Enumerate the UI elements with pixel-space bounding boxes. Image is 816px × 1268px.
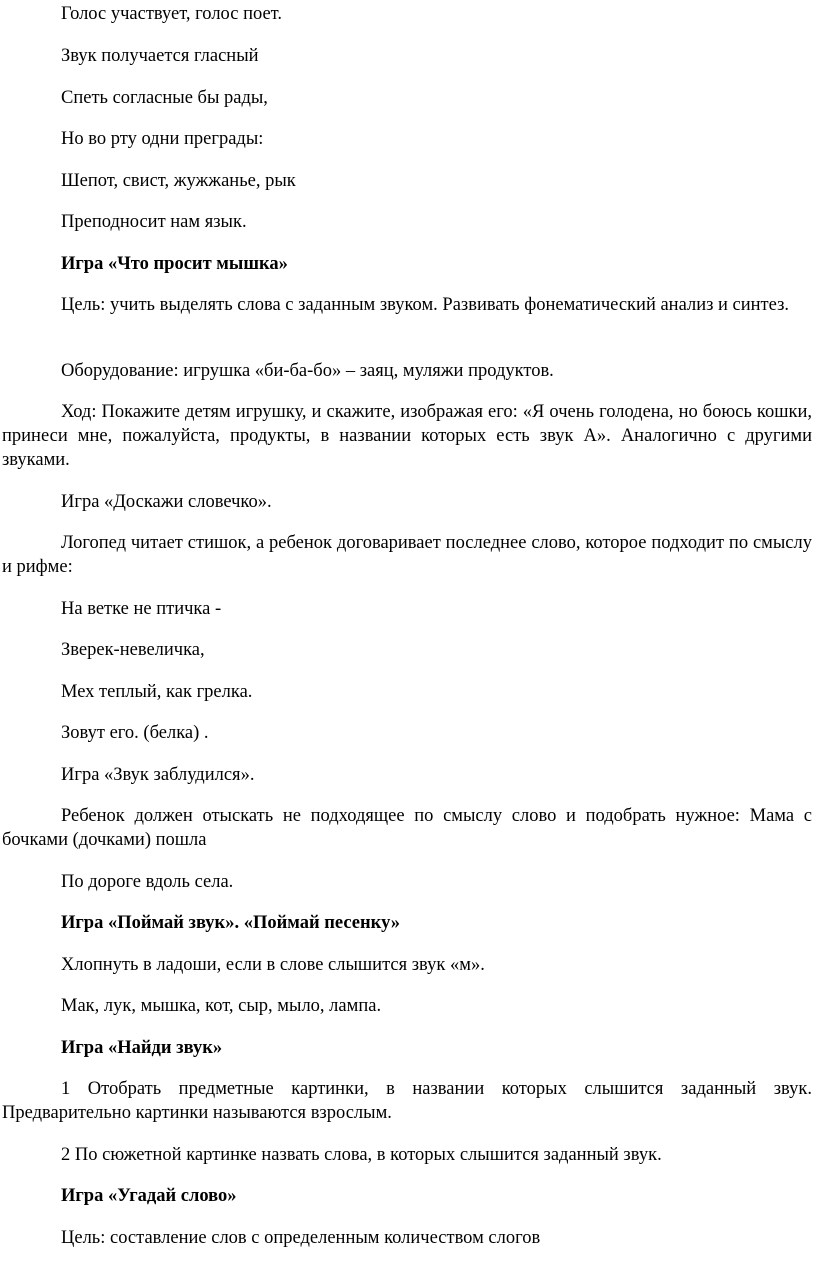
paragraph: 2 По сюжетной картинке назвать слова, в которых слышится заданный звук. (61, 1145, 662, 1165)
paragraph: Хлопнуть в ладоши, если в слове слышится звук «м». (61, 955, 485, 975)
paragraph: Зовут его. (белка) . (61, 723, 209, 743)
paragraph: Цель: учить выделять слова с заданным звуком. Развивать фонематический анализ и синтез. (61, 295, 790, 315)
paragraph: На ветке не птичка - (61, 599, 222, 619)
paragraph: Шепот, свист, жужжанье, рык (61, 171, 296, 191)
paragraph: Оборудование: игрушка «би-ба-бо» – заяц, муляжи продуктов. (61, 361, 554, 381)
paragraph: 1 Отобрать предметные картинки, в названии которых слышится заданный звук. Предварительно картинки называются взрослым. (2, 1079, 812, 1123)
paragraph: Ход: Покажите детям игрушку, и скажите, изображая его: «Я очень голодена, но боюсь кошки, принеси мне, пожалуйста, продукты, в названии которых есть звук А». Аналогично с другими звуками. (2, 402, 812, 470)
paragraph: Логопед читает стишок, а ребенок договаривает последнее слово, которое подходит по смыслу и рифме: (2, 533, 812, 577)
paragraph: Игра «Звук заблудился». (61, 765, 255, 785)
paragraph: Звук получается гласный (61, 46, 259, 66)
paragraph: Спеть согласные бы рады, (61, 88, 268, 108)
paragraph: Преподносит нам язык. (61, 212, 247, 232)
paragraph: Ребенок должен отыскать не подходящее по смыслу слово и подобрать нужное: Мама с бочками (дочками) пошла (2, 806, 812, 850)
paragraph: Мак, лук, мышка, кот, сыр, мыло, лампа. (61, 996, 382, 1016)
section-heading: Игра «Поймай звук». «Поймай песенку» (61, 913, 401, 933)
paragraph: По дороге вдоль села. (61, 872, 234, 892)
section-heading: Игра «Угадай слово» (61, 1186, 237, 1206)
paragraph: Но во рту одни преграды: (61, 129, 264, 149)
paragraph: Голос участвует, голос поет. (61, 4, 282, 24)
paragraph: Мех теплый, как грелка. (61, 682, 253, 702)
paragraph: Цель: составление слов с определенным количеством слогов (61, 1228, 541, 1248)
section-heading: Игра «Найди звук» (61, 1038, 223, 1058)
paragraph: Зверек-невеличка, (61, 640, 205, 660)
section-heading: Игра «Что просит мышка» (61, 254, 288, 274)
paragraph: Игра «Доскажи словечко». (61, 492, 272, 512)
